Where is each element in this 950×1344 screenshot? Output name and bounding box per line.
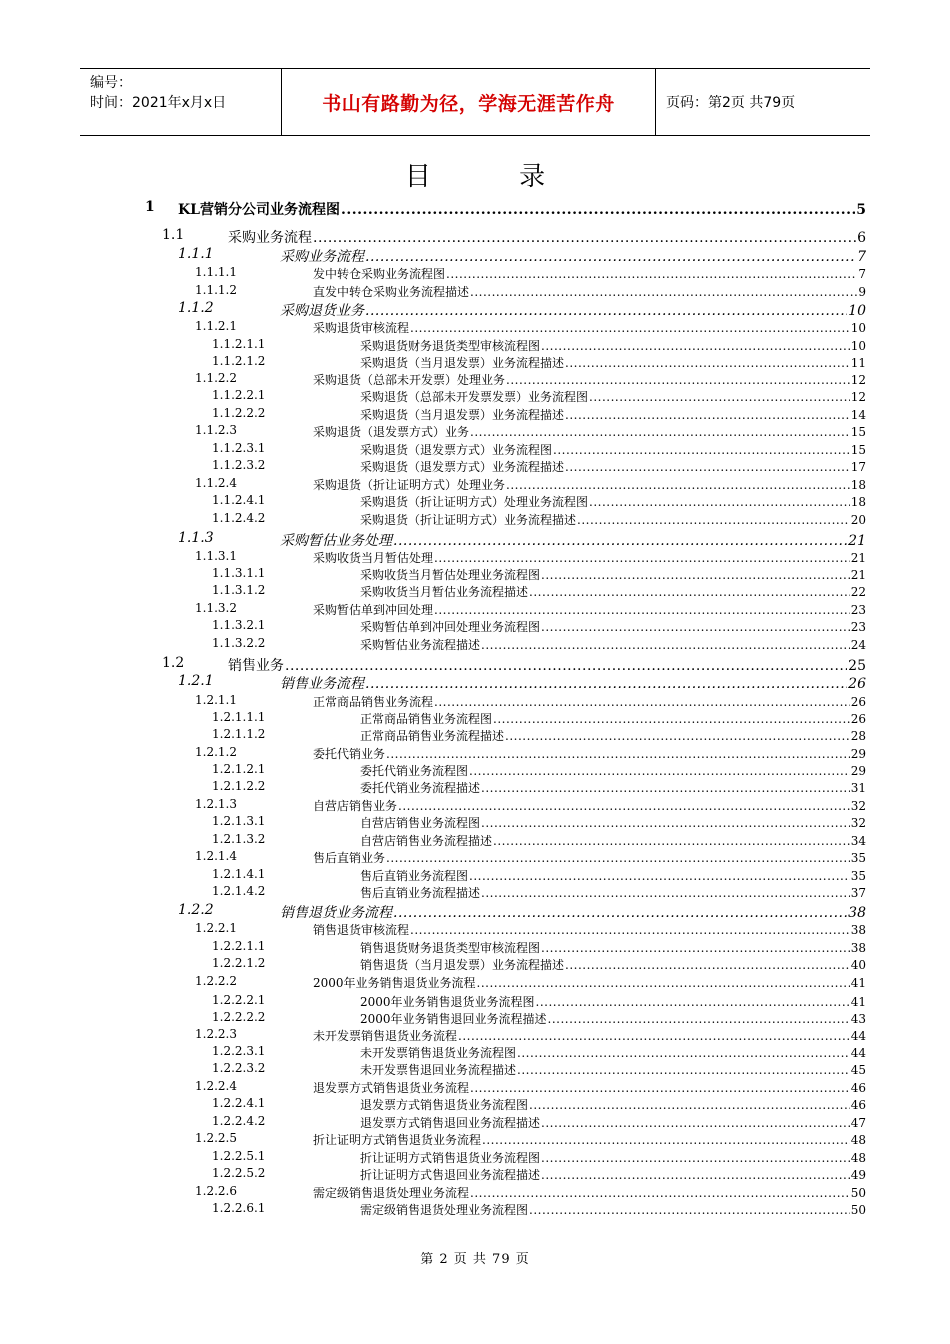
toc-entry[interactable] [0, 779, 950, 797]
toc-entry-title: 采购收货当月暂估处理 [313, 551, 434, 565]
toc-leader-dots [541, 620, 850, 634]
toc-entry-title: 采购退货（当月退发票）业务流程描述 [360, 356, 565, 370]
toc-entry[interactable] [0, 511, 950, 529]
toc-entry-title: 采购退货财务退货类型审核流程图 [360, 339, 541, 353]
document-date-label: 时间：2021年x月x日 [90, 95, 227, 111]
toc-leader-dots [458, 1029, 850, 1043]
toc-entry-page: 22 [850, 585, 866, 599]
toc-leader-dots [548, 1012, 850, 1026]
toc-entry-title: 售后直销业务流程图 [360, 869, 469, 883]
toc-entry-number: 1.1.2.1 [195, 319, 237, 333]
toc-entry-title: 销售退货业务流程 [280, 905, 392, 921]
toc-entry[interactable] [0, 1184, 950, 1202]
toc-leader-dots [506, 373, 850, 387]
toc-entry-number: 1.2.1.2.1 [212, 762, 266, 776]
toc-entry-number: 1.2.2.2.2 [212, 1010, 266, 1024]
toc-entry[interactable] [0, 601, 950, 619]
toc-entry-number: 1.2.1.3.2 [212, 832, 266, 846]
toc-entry[interactable] [0, 458, 950, 476]
toc-entry-page: 10 [848, 303, 866, 319]
toc-entry-title: 采购收货当月暂估业务流程描述 [360, 585, 529, 599]
toc-entry-title: 未开发票售退回业务流程描述 [360, 1063, 517, 1077]
toc-leader-dots [493, 834, 850, 848]
toc-entry-number: 1.2.2.6 [195, 1184, 237, 1198]
toc-entry-title: 销售退货财务退货类型审核流程图 [360, 941, 541, 955]
toc-entry-number: 1.1.3.2.1 [212, 618, 266, 632]
toc-leader-dots [482, 1133, 850, 1147]
toc-entry-number: 1.2.2.2.1 [212, 993, 266, 1007]
toc-entry[interactable] [0, 406, 950, 424]
toc-entry[interactable] [0, 283, 950, 301]
toc-entry-page: 18 [850, 478, 866, 492]
toc-leader-dots [577, 513, 850, 527]
toc-entry-number: 1.1.2.3.2 [212, 458, 266, 472]
toc-entry-page: 23 [850, 603, 866, 617]
toc-entry-page: 12 [850, 390, 866, 404]
toc-entry-title: 售后直销业务 [313, 851, 386, 865]
toc-entry[interactable] [0, 549, 950, 567]
toc-entry-title: 未开发票销售退货业务流程图 [360, 1046, 517, 1060]
toc-entry-page: 6 [857, 230, 866, 246]
toc-leader-dots [517, 1063, 850, 1077]
toc-entry[interactable] [0, 476, 950, 494]
header-page-info: 页码：第2页 共79页 [666, 95, 796, 111]
document-code-label: 编号： [90, 75, 132, 91]
toc-entry-title: 销售退货（当月退发票）业务流程描述 [360, 958, 565, 972]
toc-leader-dots [565, 460, 850, 474]
toc-entry[interactable] [0, 902, 950, 920]
toc-entry[interactable] [0, 1114, 950, 1132]
toc-entry[interactable] [0, 693, 950, 711]
toc-entry-page: 20 [850, 513, 866, 527]
toc-leader-dots [541, 568, 850, 582]
toc-leader-dots [505, 729, 850, 743]
toc-entry-page: 45 [850, 1063, 866, 1077]
toc-entry[interactable] [0, 956, 950, 974]
toc-entry[interactable] [0, 710, 950, 728]
toc-entry-page: 37 [850, 886, 866, 900]
toc-entry-page: 44 [850, 1046, 866, 1060]
toc-entry-number: 1.2.1.1 [195, 693, 237, 707]
toc-entry-number: 1.2.1.4 [195, 849, 237, 863]
toc-entry-title: 采购退货（折让证明方式）业务流程描述 [360, 513, 577, 527]
toc-entry-page: 35 [850, 869, 866, 883]
toc-entry-title: 售后直销业务流程描述 [360, 886, 481, 900]
toc-entry-page: 10 [850, 339, 866, 353]
toc-entry-title: 采购收货当月暂估处理业务流程图 [360, 568, 541, 582]
toc-entry[interactable] [0, 921, 950, 939]
toc-entry-title: 直发中转仓采购业务流程描述 [313, 285, 470, 299]
toc-leader-dots [553, 443, 850, 457]
header-motto: 书山有路勤为径，学海无涯苦作舟 [282, 69, 656, 135]
toc-leader-dots [481, 781, 850, 795]
toc-entry-number: 1.2.2.3 [195, 1027, 237, 1041]
toc-entry-page: 26 [848, 676, 866, 692]
toc-entry-title: 采购退货（折让证明方式）处理业务流程图 [360, 495, 589, 509]
toc-entry[interactable] [0, 1201, 950, 1219]
toc-entry[interactable] [0, 939, 950, 957]
toc-entry-number: 1.2.2.5.1 [212, 1149, 266, 1163]
toc-entry-number: 1.1.2.2 [195, 371, 237, 385]
toc-entry-page: 21 [850, 551, 866, 565]
toc-entry-number: 1.1.2.2.2 [212, 406, 266, 420]
toc-entry[interactable] [0, 1079, 950, 1097]
toc-entry-number: 1.1.3.1.1 [212, 566, 266, 580]
toc-entry[interactable] [0, 618, 950, 636]
toc-entry-number: 1.2.2.4 [195, 1079, 237, 1093]
toc-entry-title: 折让证明方式销售退货业务流程 [313, 1133, 482, 1147]
toc-entry[interactable] [0, 867, 950, 885]
toc-entry-title: 未开发票销售退货业务流程 [313, 1029, 458, 1043]
toc-entry[interactable] [0, 1131, 950, 1149]
toc-entry-page: 26 [850, 712, 866, 726]
toc-entry-number: 1.2.1.4.2 [212, 884, 266, 898]
toc-leader-dots [481, 886, 850, 900]
toc-entry-number: 1.2.1.3.1 [212, 814, 266, 828]
toc-entry-title: 退发票方式销售退货业务流程图 [360, 1098, 529, 1112]
header-meta [80, 69, 282, 135]
toc-entry-page: 17 [850, 460, 866, 474]
toc-leader-dots [481, 638, 850, 652]
toc-leader-dots [536, 995, 850, 1009]
toc-entry-title: 采购退货业务 [280, 303, 364, 319]
toc-entry-number: 1.1.3 [178, 530, 214, 546]
toc-entry-page: 44 [850, 1029, 866, 1043]
toc-leader-dots [481, 816, 850, 830]
toc-entry[interactable] [0, 441, 950, 459]
toc-entry-title: 需定级销售退货处理业务流程图 [360, 1203, 529, 1217]
toc-entry-number: 1.1.3.2.2 [212, 636, 266, 650]
toc-entry-title: 采购暂估业务处理 [280, 533, 392, 549]
toc-entry-page: 35 [850, 851, 866, 865]
toc-entry-page: 21 [850, 568, 866, 582]
toc-entry-number: 1.1.1 [178, 246, 214, 262]
toc-leader-dots [365, 303, 847, 319]
toc-entry-title: 自营店销售业务流程描述 [360, 834, 493, 848]
toc-entry[interactable] [0, 300, 950, 318]
toc-entry-page: 14 [850, 408, 866, 422]
toc-entry[interactable] [0, 814, 950, 832]
toc-entry-number: 1.2.2.1.2 [212, 956, 266, 970]
toc-entry-page: 9 [858, 285, 866, 299]
toc-title: 目 录 [404, 162, 586, 192]
toc-entry[interactable] [0, 636, 950, 654]
toc-entry[interactable] [0, 832, 950, 850]
toc-entry-page: 48 [850, 1133, 866, 1147]
toc-entry-title: 委托代销业务 [313, 747, 386, 761]
toc-entry-title: 2000年业务销售退回业务流程描述 [360, 1012, 547, 1026]
toc-entry-page: 25 [848, 658, 866, 674]
toc-leader-dots [541, 941, 850, 955]
toc-entry-number: 1.2.1.3 [195, 797, 237, 811]
toc-entry-page: 38 [848, 905, 866, 921]
toc-entry-number: 1.2.2.1 [195, 921, 237, 935]
toc-entry-number: 1.2.1.1.1 [212, 710, 266, 724]
toc-leader-dots [529, 585, 850, 599]
toc-entry[interactable] [0, 849, 950, 867]
toc-entry-number: 1.2.1.1.2 [212, 727, 266, 741]
toc-entry[interactable] [0, 199, 950, 217]
toc-leader-dots [469, 764, 850, 778]
toc-entry[interactable] [0, 1010, 950, 1028]
toc-entry-number: 1.1.2.3 [195, 423, 237, 437]
toc-entry-page: 28 [850, 729, 866, 743]
toc-entry-page: 43 [850, 1012, 866, 1026]
toc-leader-dots [470, 425, 850, 439]
toc-entry-number: 1.1.2.4.2 [212, 511, 266, 525]
toc-entry-page: 46 [850, 1098, 866, 1112]
toc-leader-dots [470, 1186, 850, 1200]
toc-entry-title: 采购退货（当月退发票）业务流程描述 [360, 408, 565, 422]
toc-entry-number: 1.2.2.3.2 [212, 1061, 266, 1075]
toc-entry[interactable] [0, 1027, 950, 1045]
toc-entry-title: 采购退货审核流程 [313, 321, 410, 335]
toc-entry-title: 需定级销售退货处理业务流程 [313, 1186, 470, 1200]
toc-entry-title: 采购退货（折让证明方式）处理业务 [313, 478, 506, 492]
toc-leader-dots [365, 676, 847, 692]
toc-entry-number: 1.1.2.2.1 [212, 388, 266, 402]
toc-entry-page: 10 [850, 321, 866, 335]
toc-entry-number: 1.2.1 [178, 673, 214, 689]
toc-entry-number: 1.2.1.4.1 [212, 867, 266, 881]
toc-entry[interactable] [0, 745, 950, 763]
page-header [80, 68, 870, 136]
toc-leader-dots [365, 249, 856, 265]
toc-entry[interactable] [0, 388, 950, 406]
toc-entry[interactable] [0, 493, 950, 511]
toc-leader-dots [434, 551, 850, 565]
toc-leader-dots [469, 869, 850, 883]
toc-entry-title: 正常商品销售业务流程图 [360, 712, 493, 726]
toc-entry-number: 1.2.1.2.2 [212, 779, 266, 793]
toc-entry-page: 15 [850, 425, 866, 439]
toc-entry-number: 1.1.2.1.2 [212, 354, 266, 368]
toc-leader-dots [541, 1151, 850, 1165]
toc-entry[interactable] [0, 993, 950, 1011]
toc-entry-number: 1.1.2.4 [195, 476, 237, 490]
toc-entry-page: 49 [850, 1168, 866, 1182]
toc-leader-dots [393, 533, 847, 549]
toc-entry-number: 1.1.2.3.1 [212, 441, 266, 455]
toc-entry-number: 1.2.2.5.2 [212, 1166, 266, 1180]
toc-leader-dots [589, 390, 850, 404]
toc-entry-page: 15 [850, 443, 866, 457]
toc-entry-number: 1.2.2.2 [195, 974, 237, 988]
toc-entry[interactable] [0, 655, 950, 673]
toc-leader-dots [470, 285, 857, 299]
toc-entry-page: 12 [850, 373, 866, 387]
toc-entry-number: 1.1.2.4.1 [212, 493, 266, 507]
toc-entry-number: 1.1 [162, 227, 185, 243]
toc-entry-page: 48 [850, 1151, 866, 1165]
toc-leader-dots [386, 851, 850, 865]
toc-entry-title: 折让证明方式销售退货业务流程图 [360, 1151, 541, 1165]
page-footer: 第 2 页 共 79 页 [420, 1252, 530, 1267]
toc-leader-dots [446, 267, 857, 281]
toc-entry-number: 1.1.2 [178, 300, 214, 316]
toc-entry[interactable] [0, 797, 950, 815]
toc-entry-page: 50 [850, 1203, 866, 1217]
toc-entry-page: 50 [850, 1186, 866, 1200]
toc-leader-dots [506, 478, 850, 492]
toc-entry-page: 5 [856, 202, 866, 218]
toc-entry-page: 7 [858, 267, 866, 281]
toc-entry[interactable] [0, 1149, 950, 1167]
toc-leader-dots [565, 356, 850, 370]
toc-entry-number: 1.2.2.5 [195, 1131, 237, 1145]
toc-leader-dots [393, 905, 847, 921]
toc-entry-page: 38 [850, 923, 866, 937]
toc-entry-title: 采购业务流程 [228, 230, 312, 246]
toc-entry-page: 11 [850, 356, 866, 370]
toc-entry[interactable] [0, 566, 950, 584]
toc-entry[interactable] [0, 727, 950, 745]
toc-leader-dots [313, 230, 856, 246]
toc-leader-dots [410, 923, 850, 937]
toc-entry-page: 38 [850, 941, 866, 955]
toc-entry[interactable] [0, 354, 950, 372]
toc-entry[interactable] [0, 246, 950, 264]
toc-leader-dots [470, 1081, 850, 1095]
toc-entry[interactable] [0, 1166, 950, 1184]
toc-entry-page: 46 [850, 1081, 866, 1095]
toc-entry-page: 32 [850, 816, 866, 830]
toc-entry[interactable] [0, 265, 950, 283]
toc-entry[interactable] [0, 974, 950, 992]
toc-entry-page: 41 [850, 976, 866, 990]
toc-entry-page: 47 [850, 1116, 866, 1130]
toc-entry-title: 采购退货（总部未开发票发票）业务流程图 [360, 390, 589, 404]
toc-entry[interactable] [0, 227, 950, 245]
toc-entry-title: 采购退货（退发票方式）业务流程描述 [360, 460, 565, 474]
toc-entry[interactable] [0, 371, 950, 389]
toc-entry-number: 1.2.2.4.1 [212, 1096, 266, 1110]
toc-entry-title: 采购退货（退发票方式）业务 [313, 425, 470, 439]
toc-entry-page: 31 [850, 781, 866, 795]
toc-entry[interactable] [0, 423, 950, 441]
toc-entry-title: 发中转仓采购业务流程图 [313, 267, 446, 281]
toc-leader-dots [493, 712, 850, 726]
toc-entry[interactable] [0, 319, 950, 337]
toc-leader-dots [529, 1203, 850, 1217]
toc-entry-title: 采购暂估业务流程描述 [360, 638, 481, 652]
toc-leader-dots [541, 1116, 850, 1130]
toc-entry[interactable] [0, 1061, 950, 1079]
toc-entry-number: 1.2.2.4.2 [212, 1114, 266, 1128]
toc-entry-number: 1.1.1.2 [195, 283, 237, 297]
toc-entry-page: 40 [850, 958, 866, 972]
toc-entry-title: 委托代销业务流程图 [360, 764, 469, 778]
toc-entry-page: 26 [850, 695, 866, 709]
toc-entry-number: 1.2.2 [178, 902, 214, 918]
toc-leader-dots [410, 321, 850, 335]
toc-leader-dots [565, 408, 850, 422]
toc-entry[interactable] [0, 762, 950, 780]
toc-entry-title: 销售业务 [228, 658, 284, 674]
toc-entry-number: 1.1.2.1.1 [212, 337, 266, 351]
toc-entry-page: 32 [850, 799, 866, 813]
toc-entry-page: 29 [850, 747, 866, 761]
toc-entry[interactable] [0, 530, 950, 548]
toc-entry-number: 1.2.2.1.1 [212, 939, 266, 953]
toc-leader-dots [386, 747, 850, 761]
toc-entry-title: 采购暂估单到冲回处理业务流程图 [360, 620, 541, 634]
toc-leader-dots [434, 603, 850, 617]
toc-entry-title: 销售退货审核流程 [313, 923, 410, 937]
toc-entry-page: 21 [848, 533, 866, 549]
toc-leader-dots [517, 1046, 850, 1060]
toc-leader-dots [589, 495, 850, 509]
toc-entry-page: 29 [850, 764, 866, 778]
toc-entry-number: 1.1.3.1 [195, 549, 237, 563]
toc-entry-title: 采购暂估单到冲回处理 [313, 603, 434, 617]
toc-entry-title: 正常商品销售业务流程描述 [360, 729, 505, 743]
toc-entry[interactable] [0, 1096, 950, 1114]
toc-leader-dots [529, 1098, 850, 1112]
toc-entry-title: 退发票方式销售退回业务流程描述 [360, 1116, 541, 1130]
toc-entry-page: 7 [857, 249, 866, 265]
toc-entry-title: 销售业务流程 [280, 676, 364, 692]
toc-entry-page: 24 [850, 638, 866, 652]
toc-entry-title: KL营销分公司业务流程图 [178, 202, 341, 218]
toc-leader-dots [341, 202, 855, 218]
toc-entry[interactable] [0, 337, 950, 355]
toc-entry[interactable] [0, 1044, 950, 1062]
toc-leader-dots [565, 958, 850, 972]
toc-entry-number: 1.1.1.1 [195, 265, 237, 279]
toc-entry[interactable] [0, 673, 950, 691]
toc-leader-dots [541, 339, 850, 353]
toc-entry-title: 2000年业务销售退货业务流程 [313, 976, 476, 990]
toc-entry[interactable] [0, 583, 950, 601]
toc-entry-number: 1 [145, 199, 155, 215]
toc-entry-number: 1.2.1.2 [195, 745, 237, 759]
toc-leader-dots [285, 658, 847, 674]
toc-entry[interactable] [0, 884, 950, 902]
toc-entry-title: 采购业务流程 [280, 249, 364, 265]
toc-entry-title: 折让证明方式售退回业务流程描述 [360, 1168, 541, 1182]
toc-leader-dots [477, 976, 850, 990]
toc-leader-dots [398, 799, 850, 813]
toc-entry-page: 23 [850, 620, 866, 634]
toc-entry-number: 1.2.2.6.1 [212, 1201, 266, 1215]
toc-entry-number: 1.2 [162, 655, 185, 671]
toc-entry-title: 正常商品销售业务流程 [313, 695, 434, 709]
toc-entry-title: 2000年业务销售退货业务流程图 [360, 995, 535, 1009]
toc-entry-title: 采购退货（退发票方式）业务流程图 [360, 443, 553, 457]
toc-entry-number: 1.1.3.2 [195, 601, 237, 615]
toc-entry-page: 18 [850, 495, 866, 509]
toc-leader-dots [434, 695, 850, 709]
toc-entry-title: 采购退货（总部未开发票）处理业务 [313, 373, 506, 387]
toc-entry-title: 自营店销售业务 [313, 799, 398, 813]
toc-entry-page: 41 [850, 995, 866, 1009]
toc-entry-number: 1.2.2.3.1 [212, 1044, 266, 1058]
toc-entry-page: 34 [850, 834, 866, 848]
toc-entry-title: 委托代销业务流程描述 [360, 781, 481, 795]
toc-leader-dots [541, 1168, 850, 1182]
toc-entry-title: 退发票方式销售退货业务流程 [313, 1081, 470, 1095]
toc-entry-number: 1.1.3.1.2 [212, 583, 266, 597]
toc-entry-title: 自营店销售业务流程图 [360, 816, 481, 830]
